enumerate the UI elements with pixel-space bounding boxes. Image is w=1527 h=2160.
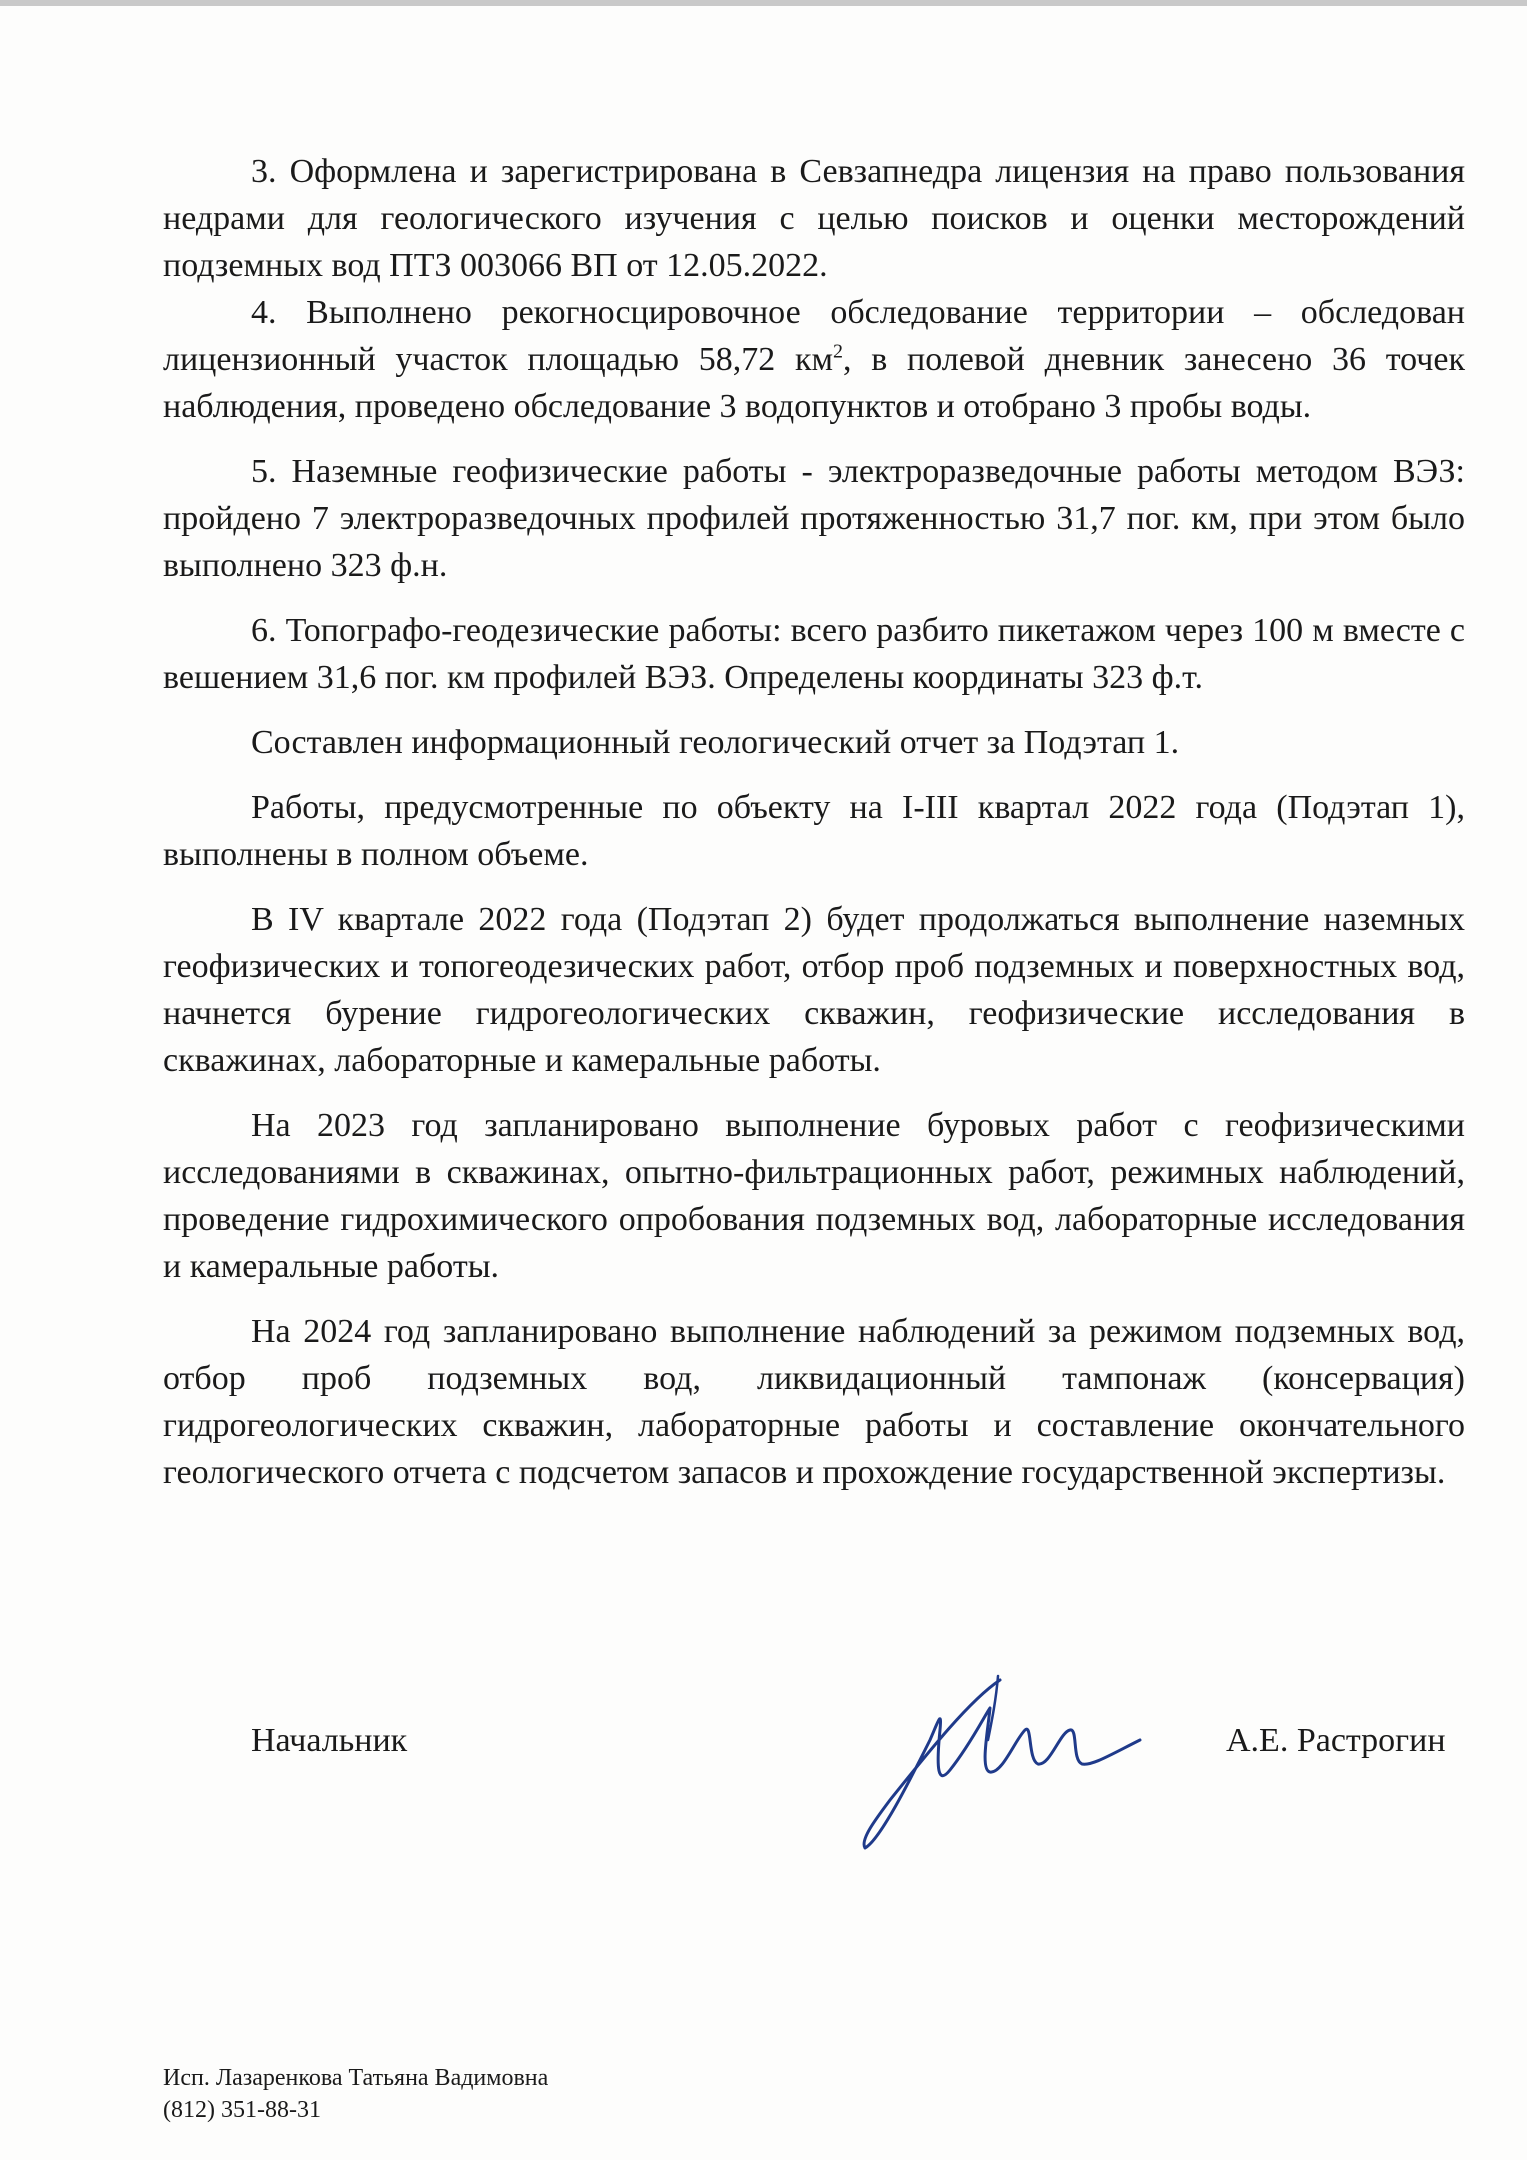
handwritten-signature [820,1660,1180,1860]
paragraph-item-6: 6. Топографо-геодезические работы: всего разбито пикетажом через 100 м вместе с вешением 31,6 пог. км профилей ВЭЗ. Определены координаты 323 ф.т. [163,612,1465,696]
paragraph-2024-plans: На 2024 год запланировано выполнение наблюдений за режимом подземных вод, отбор проб подземных вод, ликвидационный тампонаж (консервация) гидрогеологических скважин, лабораторные работы и составление окончательного геологического отчета с подсчетом запасов и прохождение государственной экспертизы. [163,1313,1465,1491]
paragraph-report: Составлен информационный геологический отчет за Подэтап 1. [251,724,1180,761]
paragraph-works-done: Работы, предусмотренные по объекту на I-III квартал 2022 года (Подэтап 1), выполнены в полном объеме. [163,789,1465,873]
executor-block [163,2062,548,2126]
superscript-squared: 2 [833,340,844,363]
document-body [163,148,1465,1496]
item-4-text-start: 4. Выполнено рекогносцировочное обследование территории – обследован лицензионный участок площадью 58,72 км [163,294,1465,378]
paragraph-item-4 [163,289,1465,430]
executor-name: Исп. Лазаренкова Татьяна Вадимовна [163,2065,549,2091]
executor-phone: (812) 351-88-31 [163,2097,321,2123]
paragraph-q4-plans: В IV квартале 2022 года (Подэтап 2) будет продолжаться выполнение наземных геофизических и топогеодезических работ, отбор проб подземных и поверхностных вод, начнется бурение гидрогеологических скважин, геофизические исследования в скважинах, лабораторные и камеральные работы. [163,901,1465,1079]
item-4-text-end: , в полевой дневник занесено 36 точек наблюдения, проведено обследование 3 водопунктов и отобрано 3 пробы воды. [163,341,1466,425]
paragraph-2023-plans: На 2023 год запланировано выполнение буровых работ с геофизическими исследованиями в скважинах, опытно-фильтрационных работ, режимных наблюдений, проведение гидрохимического опробования подземных вод, лабораторные исследования и камеральные работы. [163,1107,1465,1285]
signatory-position: Начальник [251,1722,408,1759]
page-top-edge [0,0,1527,6]
signatory-name: А.Е. Растрогин [1226,1722,1446,1759]
paragraph-item-3: 3. Оформлена и зарегистрирована в Севзапнедра лицензия на право пользования недрами для геологического изучения с целью поисков и оценки месторождений подземных вод ПТЗ 003066 ВП от 12.05.2022. [163,153,1465,284]
paragraph-item-5: 5. Наземные геофизические работы - электроразведочные работы методом ВЭЗ: пройдено 7 электроразведочных профилей протяженностью 31,7 пог. км, при этом было выполнено 323 ф.н. [163,453,1465,584]
